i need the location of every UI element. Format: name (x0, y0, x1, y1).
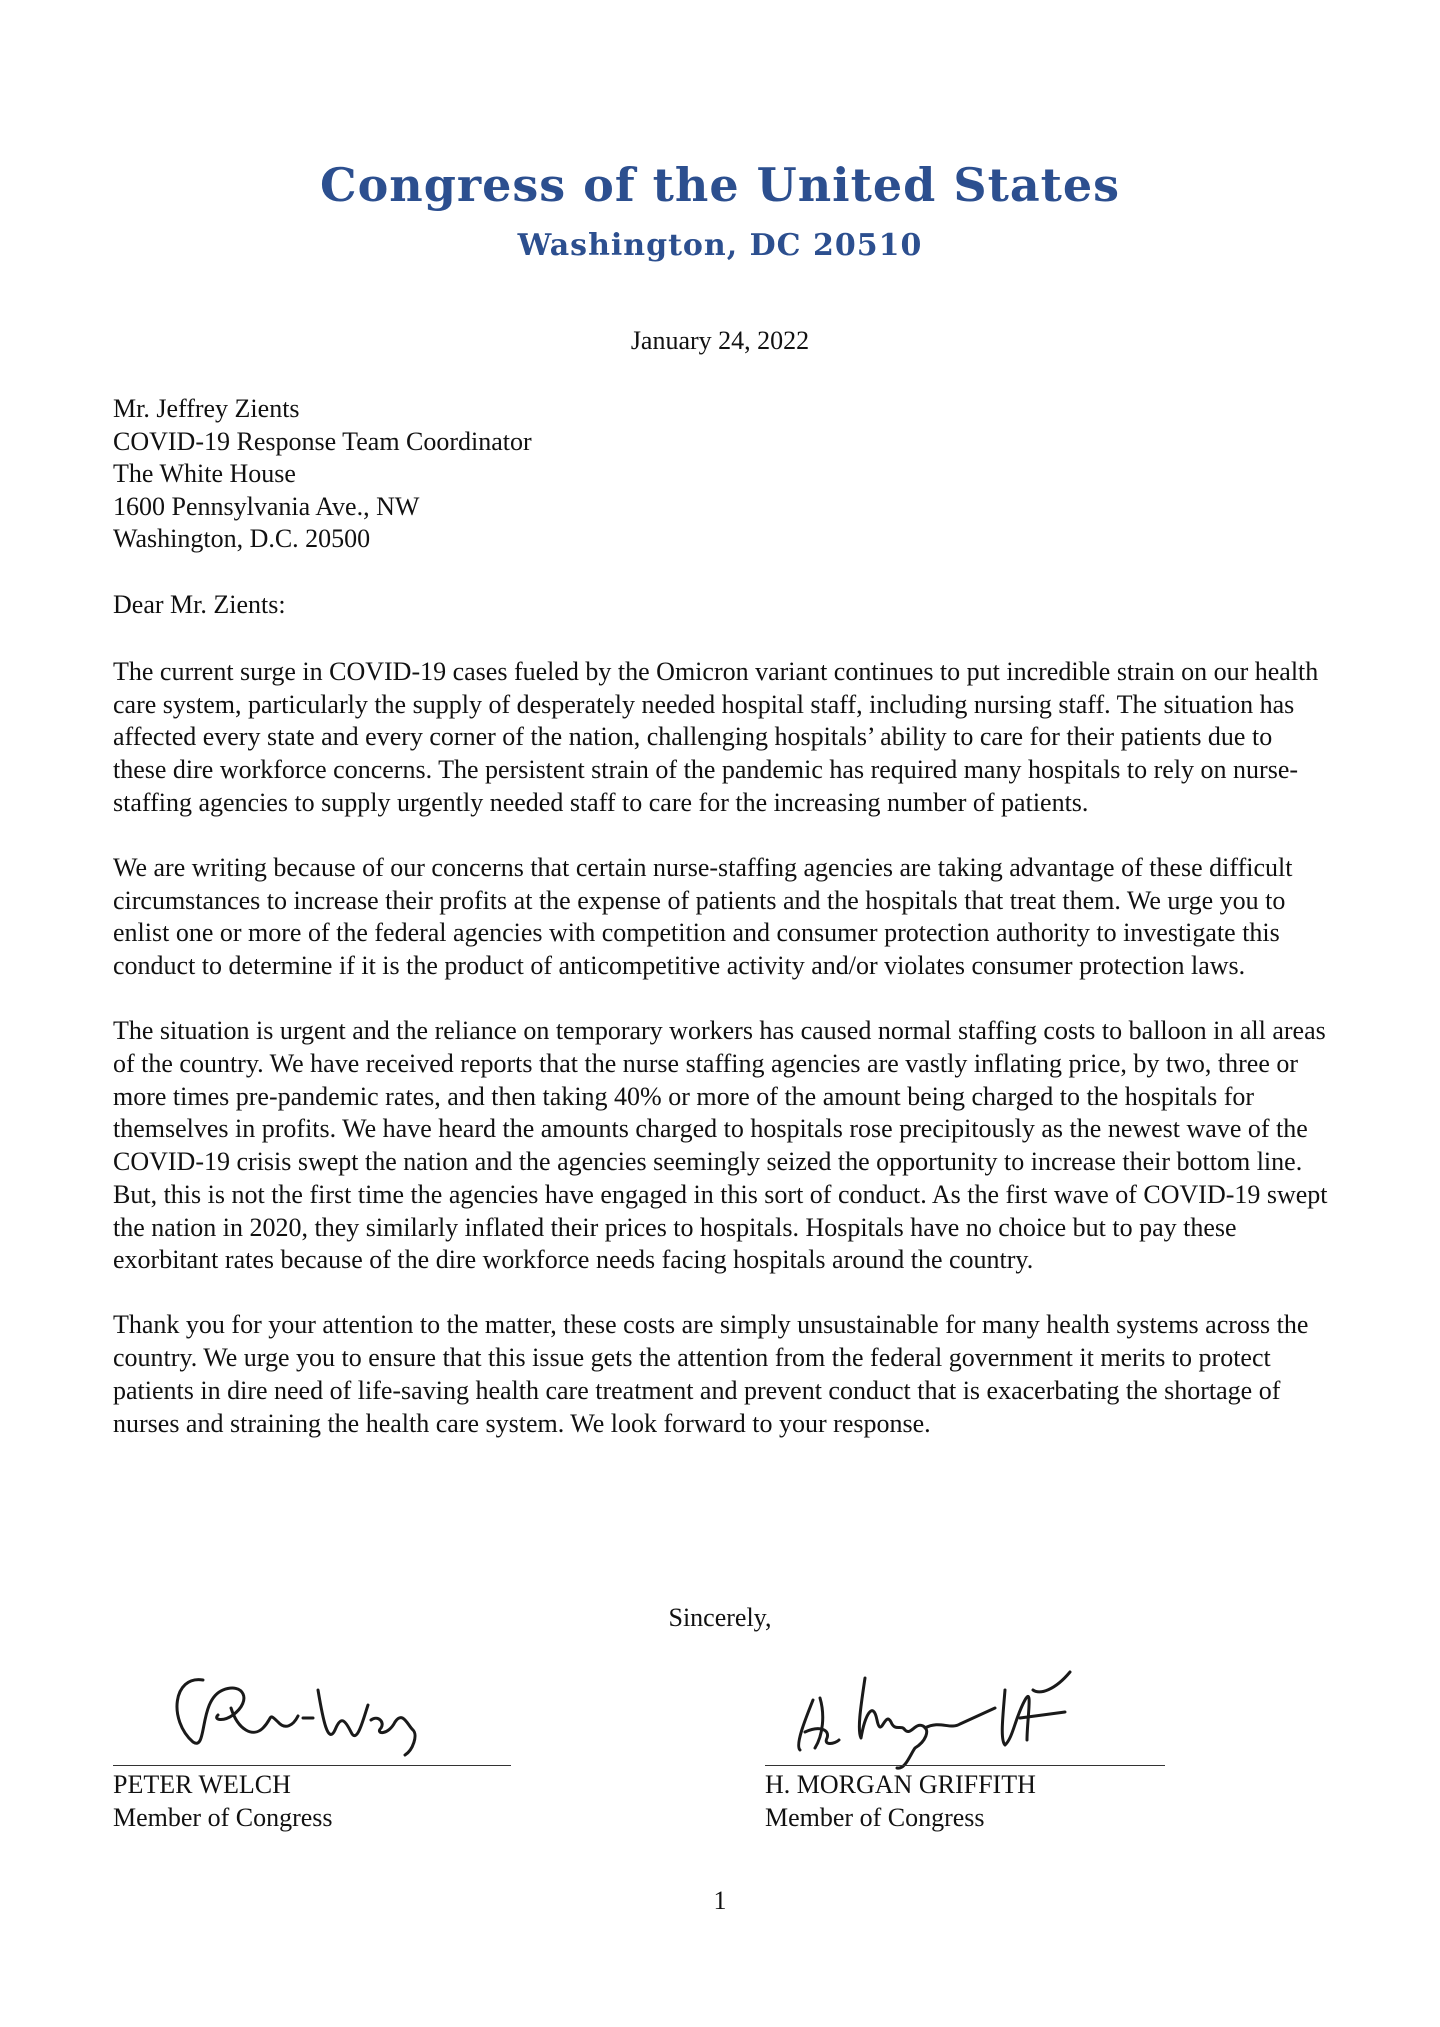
body-paragraph: Thank you for your attention to the matter, these costs are simply unsustainable for many health systems across the country. We urge you to ensure that this issue gets the attention from the federal government it merits to protect patients in dire need of life-saving health care treatment and prevent conduct that is exacerbating the shortage of nurses and straining the health care system. We look forward to your response. (113, 1310, 1309, 1438)
signatory-name: PETER WELCH (113, 1770, 291, 1799)
closing: Sincerely, (668, 1603, 772, 1632)
signature-welch (113, 1660, 511, 1770)
recipient-line: The White House (113, 459, 296, 488)
signature-line (765, 1765, 1165, 1766)
salutation: Dear Mr. Zients: (113, 590, 286, 619)
recipient-line: Washington, D.C. 20500 (113, 524, 371, 553)
signature-griffith (765, 1660, 1165, 1770)
page-number: 1 (713, 1886, 727, 1915)
signatory-name: H. MORGAN GRIFFITH (765, 1770, 1036, 1799)
recipient-line: Mr. Jeffrey Zients (113, 394, 300, 423)
signatory-title: Member of Congress (765, 1803, 985, 1832)
signature-line (113, 1765, 511, 1766)
body-paragraph: The current surge in COVID-19 cases fueled by the Omicron variant continues to put incredible strain on our health care system, particularly the supply of desperately needed hospital staff, including nursing staff. The situation has affected every state and every corner of the nation, challenging hospitals’ ability to care for their patients due to these dire workforce concerns. The persistent strain of the pandemic has required many hospitals to rely on nurse-staffing agencies to supply urgently needed staff to care for the increasing number of patients. (113, 657, 1319, 817)
letterhead-title: Congress of the United States (319, 158, 1121, 212)
recipient-line: COVID-19 Response Team Coordinator (113, 426, 532, 456)
recipient-address (113, 393, 532, 556)
letter-body (113, 656, 1328, 1473)
letter-date: January 24, 2022 (630, 326, 810, 355)
signatory-title: Member of Congress (113, 1803, 333, 1832)
body-paragraph: We are writing because of our concerns that certain nurse-staffing agencies are taking advantage of these difficult circumstances to increase their profits at the expense of patients and the hospitals that treat them. We urge you to enlist one or more of the federal agencies with competition and consumer protection authority to investigate this conduct to determine if it is the product of anticompetitive activity and/or violates consumer protection laws. (113, 853, 1293, 981)
recipient-line: 1600 Pennsylvania Ave., NW (113, 491, 420, 521)
body-paragraph: The situation is urgent and the reliance on temporary workers has caused normal staffing costs to balloon in all areas of the country. We have received reports that the nurse staffing agencies are vastly inflating price, by two, three or more times pre-pandemic rates, and then taking 40% or more of the amount being charged to the hospitals for themselves in profits. We have heard the amounts charged to hospitals rose precipitously as the newest wave of the COVID-19 crisis swept the nation and the agencies seemingly seized the opportunity to increase their bottom line. But, this is not the first time the agencies have engaged in this sort of conduct. As the first wave of COVID-19 swept the nation in 2020, they similarly inflated their prices to hospitals. Hospitals have no choice but to pay these exorbitant rates because of the dire workforce needs facing hospitals around the country. (113, 1016, 1328, 1275)
letterhead-location: Washington, DC 20510 (517, 228, 923, 263)
